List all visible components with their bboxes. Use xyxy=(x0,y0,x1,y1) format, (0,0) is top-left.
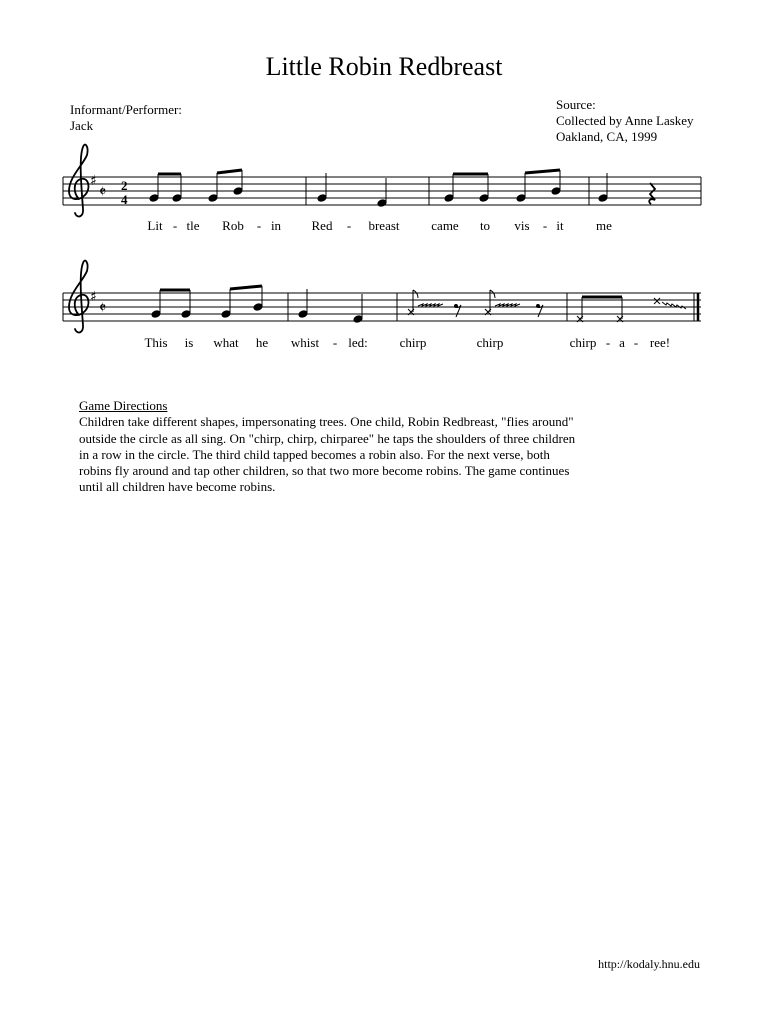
measure-3 xyxy=(444,170,561,202)
lyric-syllable: ree! xyxy=(649,335,671,350)
directions-line: Children take different shapes, impersonating trees. One child, Robin Redbreast, "flies around" xyxy=(79,414,574,430)
lyric-syllable: chirp xyxy=(476,335,504,350)
lyric-hyphen: - xyxy=(332,335,338,350)
lyric-syllable: led: xyxy=(348,335,368,350)
lyric-hyphen: - xyxy=(605,335,611,350)
key-signature-sharp: ♯ xyxy=(90,289,97,305)
cut-time-symbol: 𝄵 xyxy=(99,298,107,317)
lyric-syllable: whist xyxy=(290,335,320,350)
measure-6 xyxy=(298,289,363,323)
game-directions-heading: Game Directions xyxy=(79,398,168,413)
source-label: Source: xyxy=(556,97,596,112)
directions-line: robins fly around and tap other children, so that two more become robins. The game continues xyxy=(79,463,570,479)
measure-8 xyxy=(577,297,686,322)
lyric-syllable: what xyxy=(213,335,239,350)
treble-clef-icon xyxy=(69,145,88,217)
lyric-syllable: it xyxy=(556,218,564,233)
glissando-icon xyxy=(495,304,520,306)
time-signature-bottom: 4 xyxy=(121,192,128,207)
measure-2 xyxy=(317,173,387,207)
directions-line: outside the circle as all sing. On "chirp, chirp, chirparee" he taps the shoulders of three children xyxy=(79,430,576,446)
staff-system-1 xyxy=(63,145,701,217)
music-notation xyxy=(0,0,768,380)
lyrics-system-1 xyxy=(147,218,612,233)
informant-label: Informant/Performer: xyxy=(70,102,182,117)
glissando-icon xyxy=(418,304,443,306)
lyric-syllable: chirp xyxy=(399,335,427,350)
lyric-syllable: Lit xyxy=(147,218,163,233)
lyric-syllable: is xyxy=(184,335,194,350)
staff-system-2 xyxy=(63,261,701,333)
lyric-syllable: Rob xyxy=(222,218,244,233)
lyric-hyphen: - xyxy=(633,335,639,350)
page-title: Little Robin Redbreast xyxy=(265,52,503,81)
informant-name: Jack xyxy=(70,118,94,133)
measure-4 xyxy=(598,173,655,204)
quarter-rest-icon xyxy=(649,183,655,204)
lyric-syllable: in xyxy=(270,218,282,233)
measure-5 xyxy=(151,286,263,318)
lyric-hyphen: - xyxy=(346,218,352,233)
measure-7 xyxy=(408,290,543,317)
lyric-syllable: chirp xyxy=(569,335,597,350)
lyric-syllable: me xyxy=(596,218,612,233)
x-notehead-icon xyxy=(654,298,660,304)
directions-line: in a row in the circle. The third child tapped becomes a robin also. For the next verse, both xyxy=(79,446,550,462)
game-directions xyxy=(79,398,619,496)
lyric-syllable: breast xyxy=(368,218,400,233)
lyric-syllable: a xyxy=(619,335,625,350)
cut-time-symbol: 𝄵 xyxy=(99,182,107,201)
lyric-syllable: Red xyxy=(311,218,333,233)
key-signature-sharp: ♯ xyxy=(90,173,97,189)
source-collector: Collected by Anne Laskey xyxy=(556,113,694,128)
treble-clef-icon xyxy=(69,261,88,333)
lyric-hyphen: - xyxy=(542,218,548,233)
lyric-syllable: he xyxy=(255,335,269,350)
lyric-syllable: vis xyxy=(514,218,530,233)
time-signature-top: 2 xyxy=(121,178,128,193)
measure-1 xyxy=(149,170,243,202)
lyric-hyphen: - xyxy=(256,218,262,233)
lyric-hyphen: - xyxy=(172,218,178,233)
source-place-year: Oakland, CA, 1999 xyxy=(556,129,658,144)
lyric-syllable: This xyxy=(144,335,168,350)
lyric-syllable: came xyxy=(431,218,459,233)
lyric-syllable: to xyxy=(479,218,491,233)
lyrics-system-2 xyxy=(144,335,670,350)
glissando-icon xyxy=(662,302,686,309)
lyric-syllable: tle xyxy=(186,218,200,233)
directions-line: until all children have become robins. xyxy=(79,479,276,495)
footer-url: http://kodaly.hnu.edu xyxy=(598,957,700,971)
